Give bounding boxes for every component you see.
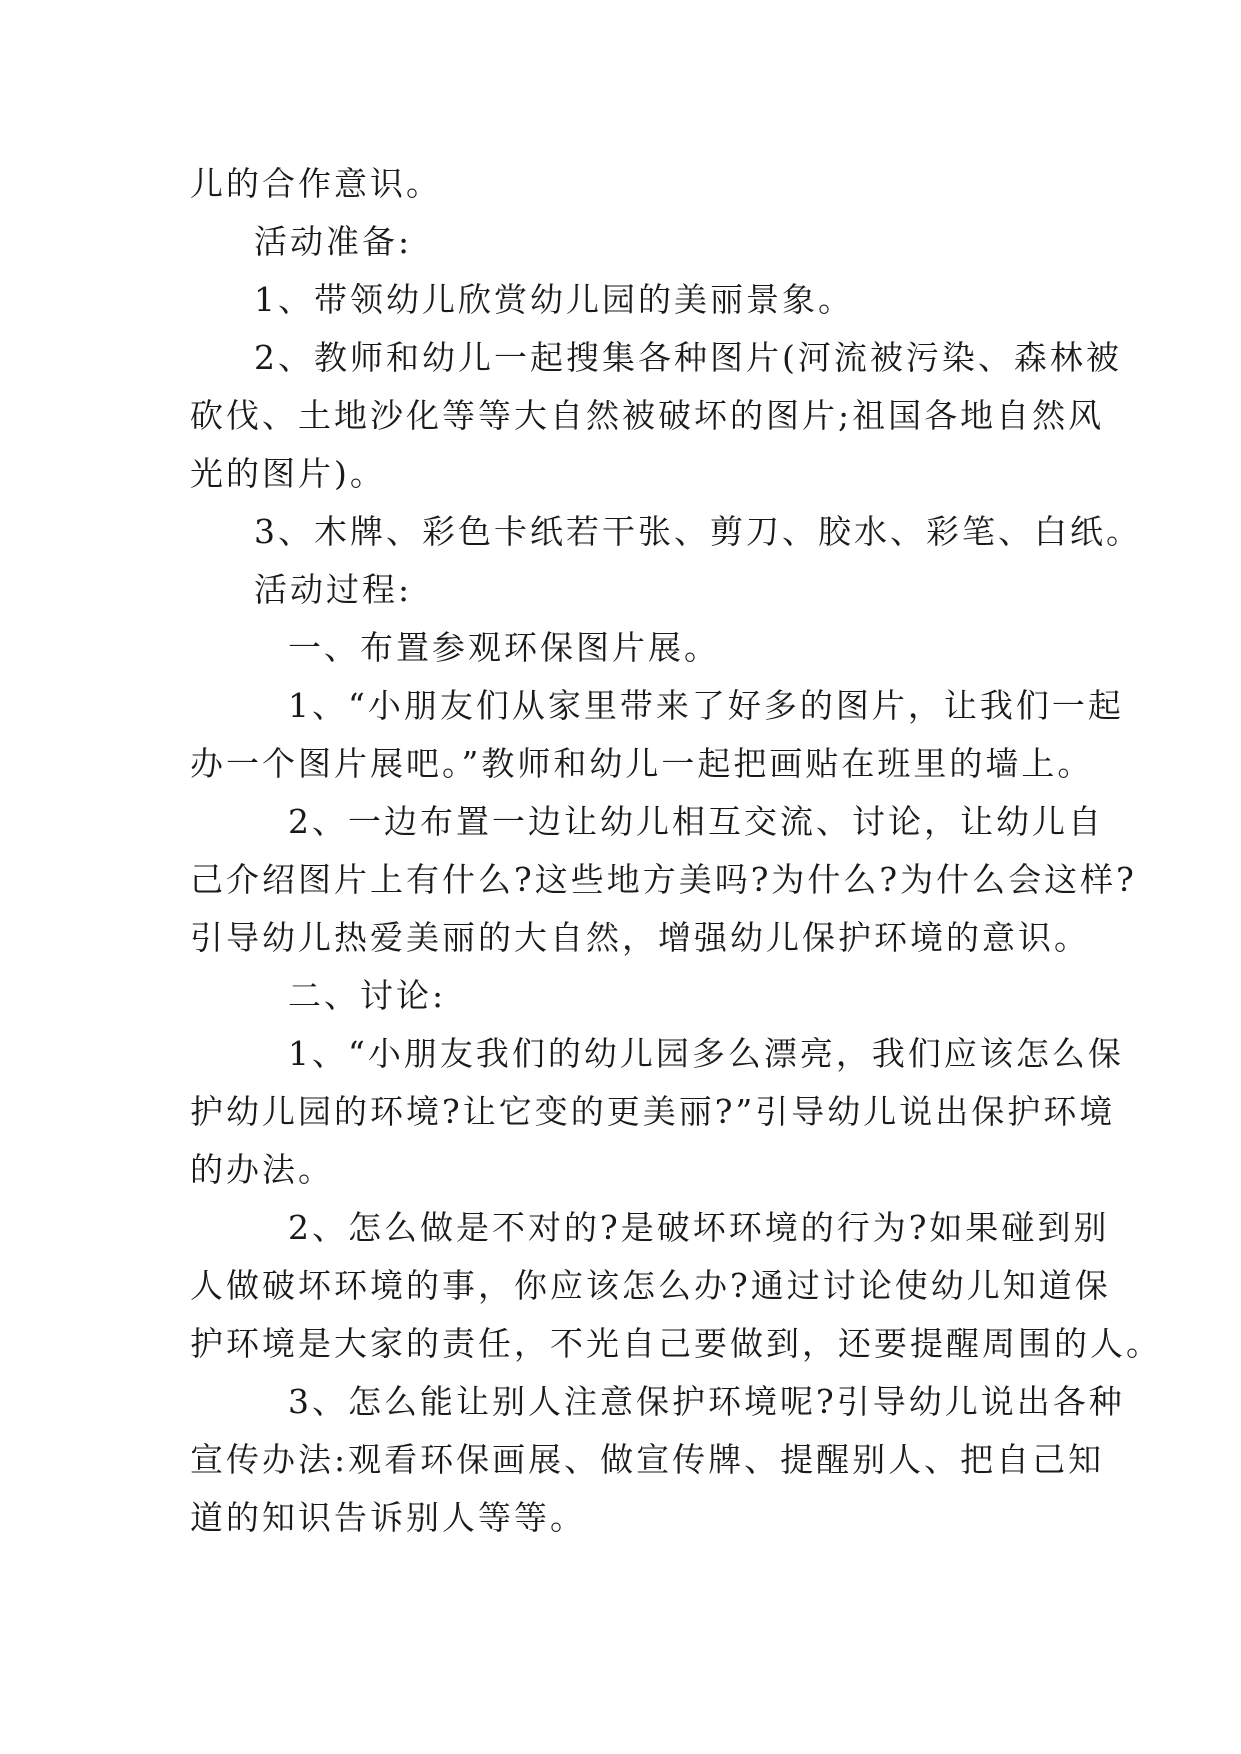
section-heading-process: 活动过程: (254, 570, 413, 609)
paragraph-line: 己介绍图片上有什么?这些地方美吗?为什么?为什么会这样? (190, 860, 1137, 899)
paragraph-line: 2、怎么做是不对的?是破坏环境的行为?如果碰到别 (288, 1208, 1110, 1247)
paragraph-line: 办一个图片展吧。”教师和幼儿一起把画贴在班里的墙上。 (190, 744, 1094, 783)
paragraph-line: 1、“小朋友我们的幼儿园多么漂亮，我们应该怎么保 (288, 1034, 1124, 1073)
paragraph-line: 人做破坏环境的事，你应该怎么办?通过讨论使幼儿知道保 (190, 1266, 1111, 1305)
paragraph-line: 护环境是大家的责任，不光自己要做到，还要提醒周围的人。 (190, 1324, 1162, 1363)
paragraph-line: 道的知识告诉别人等等。 (190, 1498, 586, 1537)
subsection-heading: 二、讨论: (288, 976, 447, 1015)
subsection-heading: 一、布置参观环保图片展。 (288, 628, 720, 667)
paragraph-line: 光的图片)。 (190, 454, 386, 493)
paragraph-line: 的办法。 (190, 1150, 334, 1189)
paragraph-line: 2、教师和幼儿一起搜集各种图片(河流被污染、森林被 (254, 338, 1122, 377)
paragraph-line: 3、木牌、彩色卡纸若干张、剪刀、胶水、彩笔、白纸。 (254, 512, 1142, 551)
paragraph-line: 护幼儿园的环境?让它变的更美丽?”引导幼儿说出保护环境 (190, 1092, 1116, 1131)
section-heading-preparation: 活动准备: (254, 222, 413, 261)
paragraph-line: 1、“小朋友们从家里带来了好多的图片，让我们一起 (288, 686, 1124, 725)
document-body (190, 155, 1162, 1547)
paragraph-line: 引导幼儿热爱美丽的大自然，增强幼儿保护环境的意识。 (190, 918, 1090, 957)
paragraph-line: 儿的合作意识。 (190, 164, 442, 203)
paragraph-line: 宣传办法:观看环保画展、做宣传牌、提醒别人、把自己知 (190, 1440, 1105, 1479)
paragraph-line: 砍伐、土地沙化等等大自然被破坏的图片;祖国各地自然风 (190, 396, 1105, 435)
paragraph-line: 2、一边布置一边让幼儿相互交流、讨论，让幼儿自 (288, 802, 1104, 841)
paragraph-line: 3、怎么能让别人注意保护环境呢?引导幼儿说出各种 (288, 1382, 1125, 1421)
paragraph-line: 1、带领幼儿欣赏幼儿园的美丽景象。 (254, 280, 854, 319)
